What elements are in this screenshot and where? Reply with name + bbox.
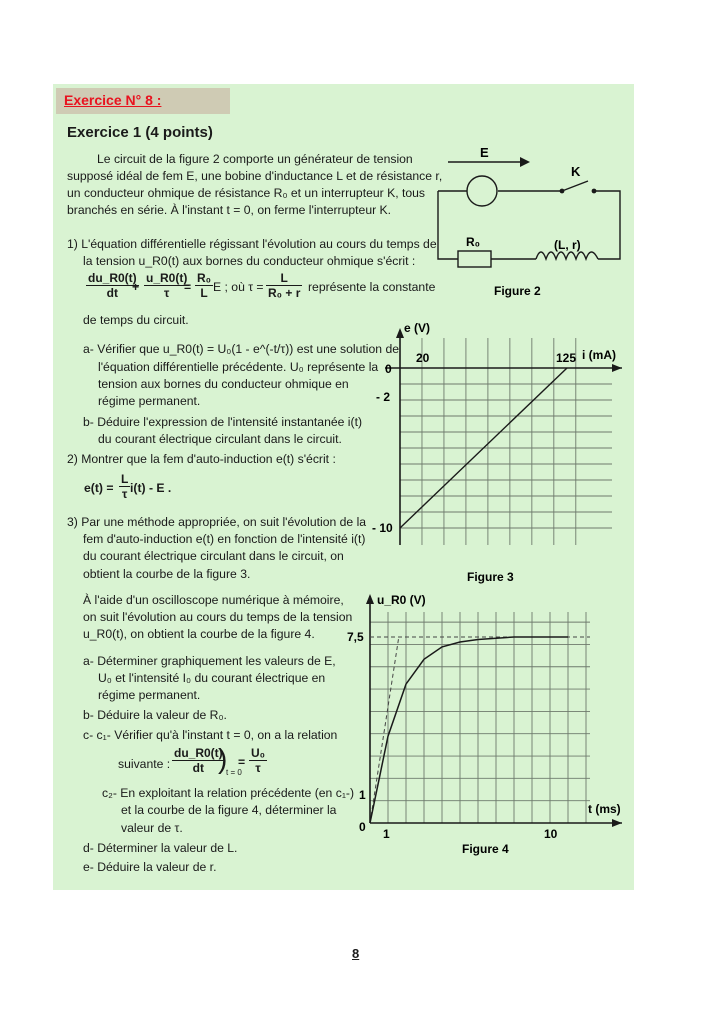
q1a-line-1: a- Vérifier que u_R0(t) = U₀(1 - e^(-t/τ)) est une solution de	[83, 342, 400, 356]
exercise-title: Exercice 1 (4 points)	[67, 124, 213, 141]
c1-subscript: t = 0	[226, 768, 242, 777]
intro-line-2: supposé idéal de fem E, une bobine d'inductance L et de résistance r,	[67, 169, 443, 183]
q3-line-1: 3) Par une méthode appropriée, on suit l'évolution de la	[67, 515, 367, 529]
eq-frac-1: $\frac{du\_R0(t)}{dt}$	[88, 271, 137, 300]
q3a-line-1: a- Déterminer graphiquement les valeurs de E,	[83, 654, 336, 668]
eq-frac-3: $\frac{\text{R₀}}{L}$	[197, 271, 212, 300]
figure-4-y-tick-75: 7,5	[347, 630, 364, 644]
figure-4-y-tick-1: 1	[359, 788, 366, 802]
osc-line-3: u_R0(t), on obtient la courbe de la figure 4.	[83, 627, 315, 641]
q3-line-3: du courant électrique circulant dans le circuit, on	[83, 549, 344, 563]
q2-eq-left: e(t) =	[84, 481, 114, 495]
q1b-line-1: b- Déduire l'expression de l'intensité instantanée i(t)	[83, 415, 363, 429]
figure-4-x-tick-10: 10	[544, 827, 558, 841]
q3a-line-3: régime permanent.	[98, 688, 201, 702]
q3d-line: d- Déterminer la valeur de L.	[83, 841, 238, 855]
figure-3-x-tick-125: 125	[556, 351, 577, 365]
q3e-line: e- Déduire la valeur de r.	[83, 860, 217, 874]
intro-line-4: branchés en série. À l'instant t = 0, on ferme l'interrupteur K.	[67, 203, 392, 217]
q2-eq-right: i(t) - E .	[130, 481, 172, 495]
intro-line-1: Le circuit de la figure 2 comporte un générateur de tension	[97, 152, 413, 166]
figure-3-x-tick-20: 20	[416, 351, 430, 365]
eq-plus: +	[132, 280, 140, 294]
label-r0: R₀	[466, 235, 481, 249]
q3b-line: b- Déduire la valeur de R₀.	[83, 708, 227, 722]
figure-3-y-tick-0: 0	[385, 362, 392, 376]
q1a-line-3: tension aux bornes du conducteur ohmique en	[98, 377, 349, 391]
figure-3-y-label: e (V)	[404, 321, 431, 335]
eq-equals: =	[184, 280, 192, 294]
q3-line-2: fem d'auto-induction e(t) en fonction de l'intensité i(t)	[83, 532, 366, 546]
figure-4-origin: 0	[359, 820, 366, 834]
figure-4-curve	[370, 637, 568, 823]
eq-frac-4: $\frac{L}{\text{R₀ + r}}$	[268, 271, 301, 300]
figure-3-y-tick-m2: - 2	[376, 390, 391, 404]
page-number: 8	[352, 946, 360, 961]
figure-3-y-tick-m10: - 10	[372, 521, 393, 535]
eq-tau-def: E ; où τ =	[213, 280, 264, 294]
q2-eq-frac: $\frac{L}{\tau}$	[121, 472, 129, 501]
figure-4-y-label: u_R0 (V)	[377, 593, 426, 607]
osc-line-1: À l'aide d'un oscilloscope numérique à mémoire,	[83, 593, 344, 607]
q1a-line-2: l'équation différentielle précédente. U₀ représente la	[98, 360, 379, 374]
figure-2-caption: Figure 2	[494, 284, 541, 298]
q1a-line-4: régime permanent.	[98, 394, 201, 408]
c1-suivante: suivante :	[118, 757, 171, 771]
c1-bracket: )	[218, 743, 228, 774]
q1b-line-2: du courant électrique circulant dans le circuit.	[98, 432, 342, 446]
figure-3-caption: Figure 3	[467, 570, 514, 584]
q1-line-3: de temps du circuit.	[83, 313, 189, 327]
c2-line-2: et la courbe de la figure 4, déterminer la	[121, 803, 337, 817]
figure-4-x-label: t (ms)	[588, 802, 621, 816]
c2-line-1: c₂- En exploitant la relation précédente (en c₁-)	[102, 786, 355, 800]
c1-equals: =	[238, 755, 246, 769]
figure-4-y-arrow	[366, 594, 374, 604]
label-lr: (L, r)	[554, 238, 581, 252]
banner-text: Exercice N° 8 :	[64, 92, 162, 108]
label-e: E	[480, 145, 489, 160]
figure-4-caption: Figure 4	[462, 842, 509, 856]
c2-line-3: valeur de τ.	[121, 821, 183, 835]
figure-4-grid	[370, 612, 590, 823]
q2-line: 2) Montrer que la fem d'auto-induction e(t) s'écrit :	[67, 452, 336, 466]
osc-line-2: on suit l'évolution au cours du temps de la tension	[83, 610, 353, 624]
q3a-line-2: U₀ et l'intensité I₀ du courant électrique en	[98, 671, 326, 685]
c1-frac-right: $\frac{\text{U₀}}{\tau}$	[251, 746, 266, 775]
eq-frac-2: $\frac{u\_R0(t)}{\tau}$	[146, 271, 188, 300]
figure-4-x-arrow	[612, 819, 622, 827]
c1-frac-left: $\frac{du\_R0(t)}{dt}$	[174, 746, 223, 775]
q3c1-line: c- c₁- Vérifier qu'à l'instant t = 0, on a la relation	[83, 728, 338, 742]
eq-tail: représente la constante	[308, 280, 436, 294]
label-k: K	[571, 164, 581, 179]
q1-line-2: la tension u_R0(t) aux bornes du conducteur ohmique s'écrit :	[83, 254, 416, 268]
figure-4-tangent-line	[370, 637, 399, 823]
figure-4-x-tick-1: 1	[383, 827, 390, 841]
figure-3-x-label: i (mA)	[582, 348, 616, 362]
q3-line-4: obtient la courbe de la figure 3.	[83, 567, 251, 581]
q1-line-1: 1) L'équation différentielle régissant l'évolution au cours du temps de	[67, 237, 437, 251]
intro-line-3: un conducteur ohmique de résistance R₀ et un interrupteur K, tous	[67, 186, 426, 200]
